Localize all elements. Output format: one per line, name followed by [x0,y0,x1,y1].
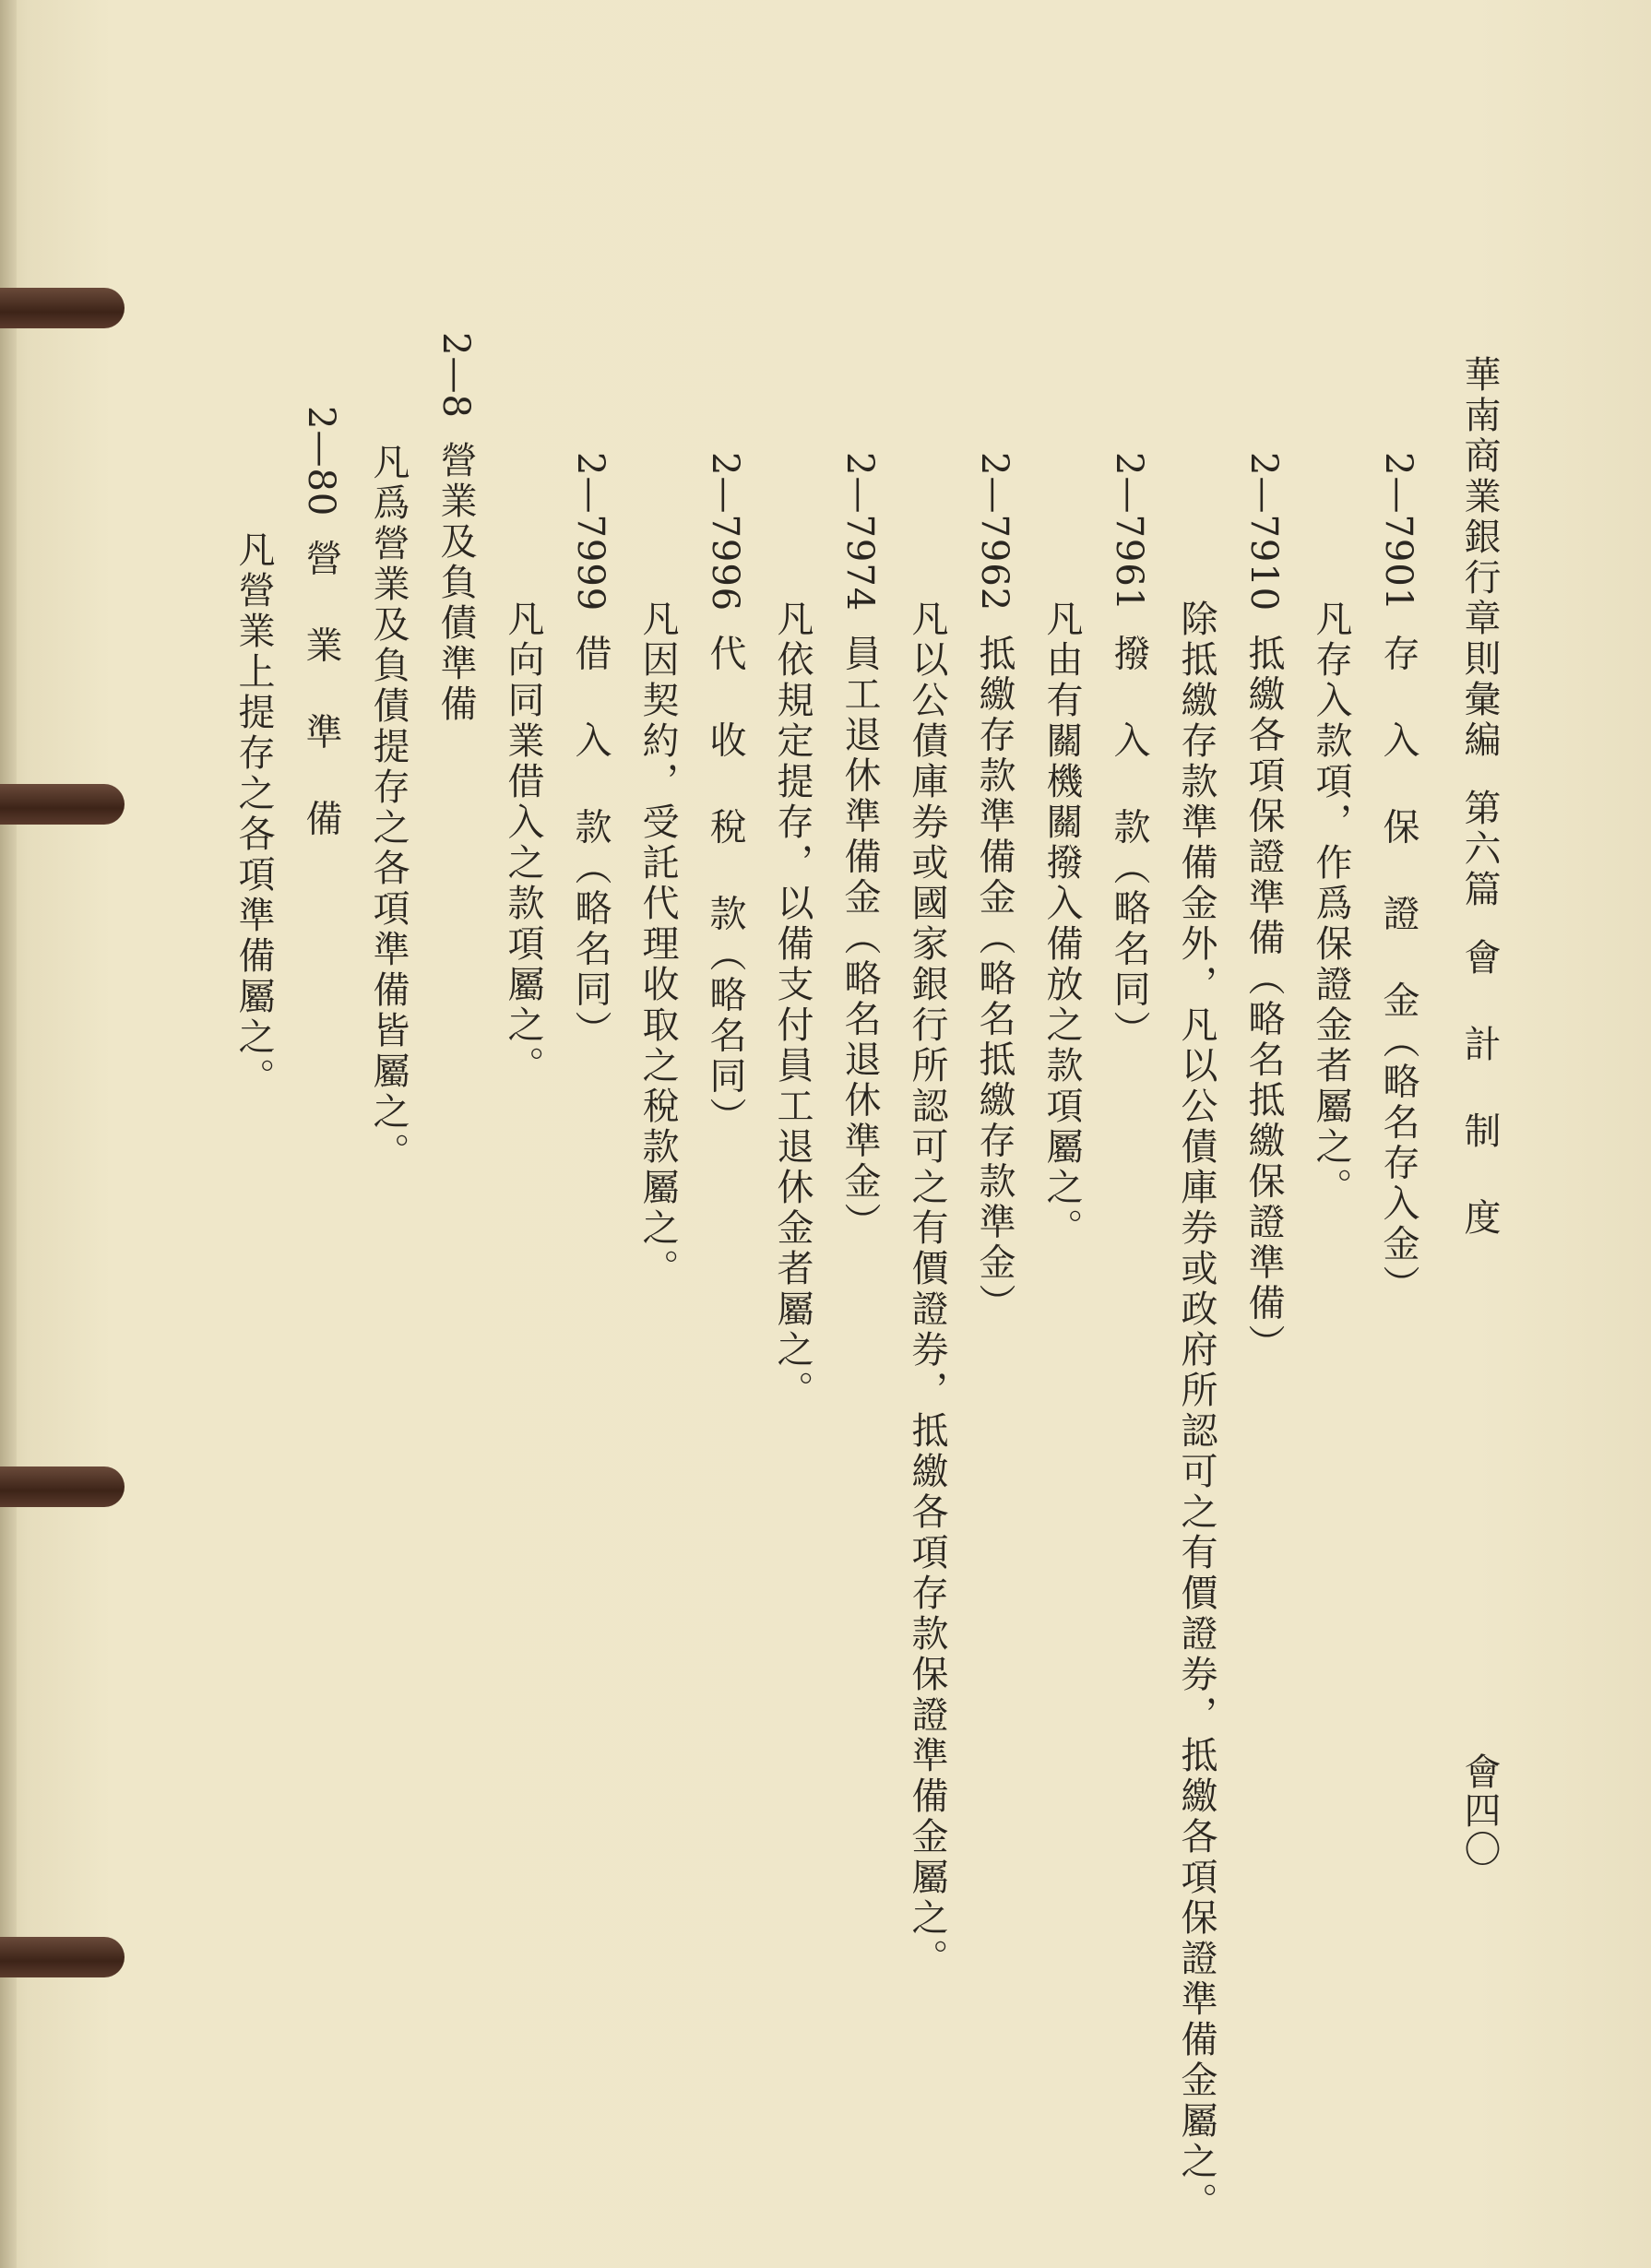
running-header [1452,355,1507,1239]
entry-description: 凡由有關機關撥入備放之款項屬之。 [1040,600,1083,1249]
binding-spine [0,0,17,2268]
entry-description: 凡爲營業及負債提存之各項準備皆屬之。 [367,443,410,1173]
entry-heading [967,452,1022,1324]
entry-description: 凡以公債庫券或國家銀行所認可之有價證券，抵繳各項存款保證準備金屬之。 [906,600,948,1979]
account-title: 代 收 稅 款（略名同） [704,634,746,1138]
entry-heading [563,452,618,1051]
account-code: 2—8 [434,332,477,419]
entry-description: 凡因契約，受託代理收取之稅款屬之。 [636,600,679,1289]
entry-heading [428,332,483,725]
entry-description: 凡營業上提存之各項準備屬之。 [232,530,275,1098]
account-code: 2—7962 [973,452,1016,612]
entry-description: 凡存入款項，作爲保證金者屬之。 [1310,600,1352,1208]
account-title: 存 入 保 證 金（略名存入金） [1377,634,1419,1306]
entry-heading [1371,452,1426,1305]
account-code: 2—80 [300,406,342,517]
account-title: 員工退休準備金（略名退休準金） [838,634,881,1243]
account-code: 2—7901 [1377,452,1419,612]
entry-description: 凡向同業借入之款項屬之。 [502,600,544,1087]
entry-heading [1236,452,1291,1364]
account-title: 營 業 準 備 [300,539,342,840]
account-title: 借 入 款（略名同） [569,634,612,1051]
entry-description: 凡依規定提存，以備支付員工退休金者屬之。 [771,600,814,1411]
account-title: 撥 入 款（略名同） [1108,634,1150,1051]
entry-heading [293,406,349,839]
account-title: 營業及負債準備 [434,440,477,725]
entry-heading [697,452,753,1137]
account-title: 抵繳存款準備金（略名抵繳存款準金） [973,634,1016,1324]
binding-stitch [0,288,125,328]
binding-stitch [0,784,125,825]
account-title: 抵繳各項保證準備（略名抵繳保證準備） [1242,634,1285,1365]
account-code: 2—7910 [1242,452,1285,612]
chapter-label: 第六篇 [1458,789,1501,910]
entry-description: 除抵繳存款準備金外，凡以公債庫券或政府所認可之有價證券，抵繳各項保證準備金屬之。 [1175,600,1217,2223]
entry-heading [1101,452,1157,1051]
binding-stitch [0,1937,125,1977]
section-title: 會 計 制 度 [1458,938,1501,1239]
binding-stitch [0,1466,125,1507]
page-number: 會四〇 [1458,1752,1501,1869]
account-code: 2—7961 [1108,452,1150,612]
account-code: 2—7999 [569,452,612,612]
entry-heading [832,452,887,1242]
book-title: 華南商業銀行章則彙編 [1458,355,1501,761]
account-code: 2—7996 [704,452,746,612]
account-code: 2—7974 [838,452,881,612]
